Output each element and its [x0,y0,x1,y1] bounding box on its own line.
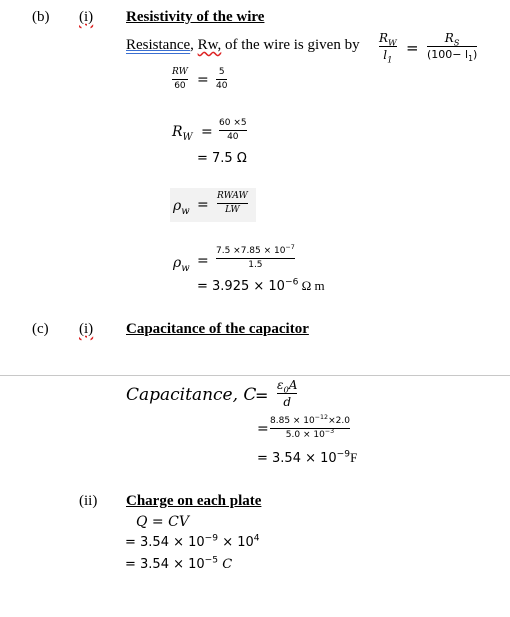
rw-result: = 7.5 Ω [197,151,247,166]
page-divider [0,375,510,376]
fraction-rs-over-100-minus-l1: $R_S$ $(100- l_1)$ [427,31,478,64]
charge-heading: Charge on each plate [126,493,262,509]
fraction-rw-over-l1: $R_W$ $l_1$ [379,31,397,65]
part-c-sub-label: (i) [79,321,94,337]
fraction-rwaw-over-lw: RWAW LW [217,191,248,215]
rho-lhs: $\rho_w$ [173,198,190,217]
equals-sign: = [255,386,269,405]
capacitance-lhs: Capacitance, C [126,385,257,405]
part-b-sub-label: (i) [79,9,94,25]
capacitance-result: = $3.54 \times 10^{-9}F$ [257,449,358,466]
fraction-capacitance-values: $8.85 \times 10^{-12}\times 2.0$ $5.0 \times 10^{-3}$ [270,414,350,440]
rw-lhs: $R_W$ [172,124,193,143]
part-b-label: (b) [32,9,50,25]
fraction-eps0a-over-d: $\varepsilon_0A$ d [277,378,298,409]
equals-sign: = [197,197,209,213]
capacitance-heading: Capacitance of the capacitor [126,321,309,337]
fraction-60x5-over-40: 60 ×5 40 [219,118,247,142]
equals-sign: = [257,421,269,437]
fraction-resistivity-values: $7.5 \times 7.85 \times 10^{-7}$ 1.5 [216,244,295,270]
fraction-rw-over-60: RW 60 [172,67,188,91]
rho-lhs: $\rho_w$ [173,255,190,274]
resistance-intro: Resistance, Rw, of the wire is given by [126,37,360,53]
part-c-sub-label-ii: (ii) [79,493,98,509]
equals-sign: = [197,72,209,88]
fraction-5-over-40: 5 40 [216,67,228,91]
charge-result: = $3.54 \times 10^{-5}$ C [125,555,233,572]
equals-sign: = [406,39,419,57]
equals-sign: = [197,253,209,269]
charge-substitution: = $3.54 \times 10^{-9} \times 10^4$ [125,533,260,550]
resistivity-result: = $3.925 \times 10^{-6}$ Ω m [197,277,325,294]
equals-sign: = [201,124,213,140]
charge-formula: Q = CV [136,514,189,530]
part-c-label: (c) [32,321,49,337]
resistivity-heading: Resistivity of the wire [126,9,265,25]
